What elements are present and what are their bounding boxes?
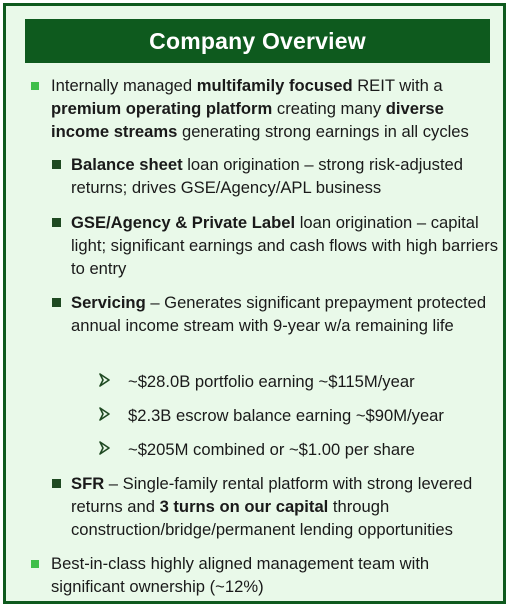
segment: generating strong earnings in all cycles (177, 122, 469, 141)
arrow-bullet-icon (98, 404, 112, 424)
segment-bold: Servicing (71, 293, 146, 312)
segment-bold: Balance sheet (71, 155, 183, 174)
square-bullet-icon (31, 560, 39, 568)
sub-bullet-portfolio (128, 370, 498, 393)
bullet-item-management (51, 552, 501, 598)
sub-bullet-escrow (128, 404, 498, 427)
arrow-bullet-icon (98, 438, 112, 458)
square-bullet-icon (52, 479, 61, 488)
segment-bold: 3 turns on our capital (159, 497, 329, 516)
bullet-item-servicing (71, 291, 501, 337)
square-bullet-icon (52, 218, 61, 227)
segment-bold: SFR (71, 474, 105, 493)
segment-bold: multifamily focused (196, 76, 353, 95)
segment: ~$205M combined or ~$1.00 per share (128, 440, 415, 459)
sub-bullet-combined (128, 438, 498, 461)
bullet-item-overview (51, 74, 501, 143)
square-bullet-icon (52, 160, 61, 169)
segment-bold: GSE/Agency & Private Label (71, 213, 296, 232)
square-bullet-icon (31, 82, 39, 90)
arrow-bullet-icon (98, 370, 112, 390)
bullet-item-gse-agency (71, 211, 501, 280)
segment-bold-a: diverse (385, 99, 444, 118)
segment: loan origination – strong risk-adjusted returns; drives GSE/Agency/APL business (71, 155, 464, 197)
segment: Best-in-class highly aligned management team with significant ownership (~12%) (51, 554, 430, 596)
segment: Internally managed (51, 76, 197, 95)
segment-bold: premium operating platform (51, 99, 273, 118)
segment: – Single-family rental platform with strong levered returns and (71, 474, 473, 516)
segment: creating many (272, 99, 386, 118)
segment: REIT with a (352, 76, 443, 95)
segment-bold-b: income streams (51, 122, 178, 141)
page-title: Company Overview (149, 27, 366, 54)
segment: loan origination – capital light; significant earnings and cash flows with high barriers to entry (71, 213, 499, 278)
bullet-item-sfr (71, 472, 501, 541)
header-bar (25, 19, 490, 63)
segment: $2.3B escrow balance earning ~$90M/year (128, 406, 444, 425)
square-bullet-icon (52, 298, 61, 307)
segment: ~$28.0B portfolio earning ~$115M/year (128, 372, 415, 391)
segment: – Generates significant prepayment protected annual income stream with 9-year w/a remaining life (71, 293, 487, 335)
bullet-item-balance-sheet (71, 153, 501, 199)
segment: through construction/bridge/permanent lending opportunities (71, 497, 453, 539)
